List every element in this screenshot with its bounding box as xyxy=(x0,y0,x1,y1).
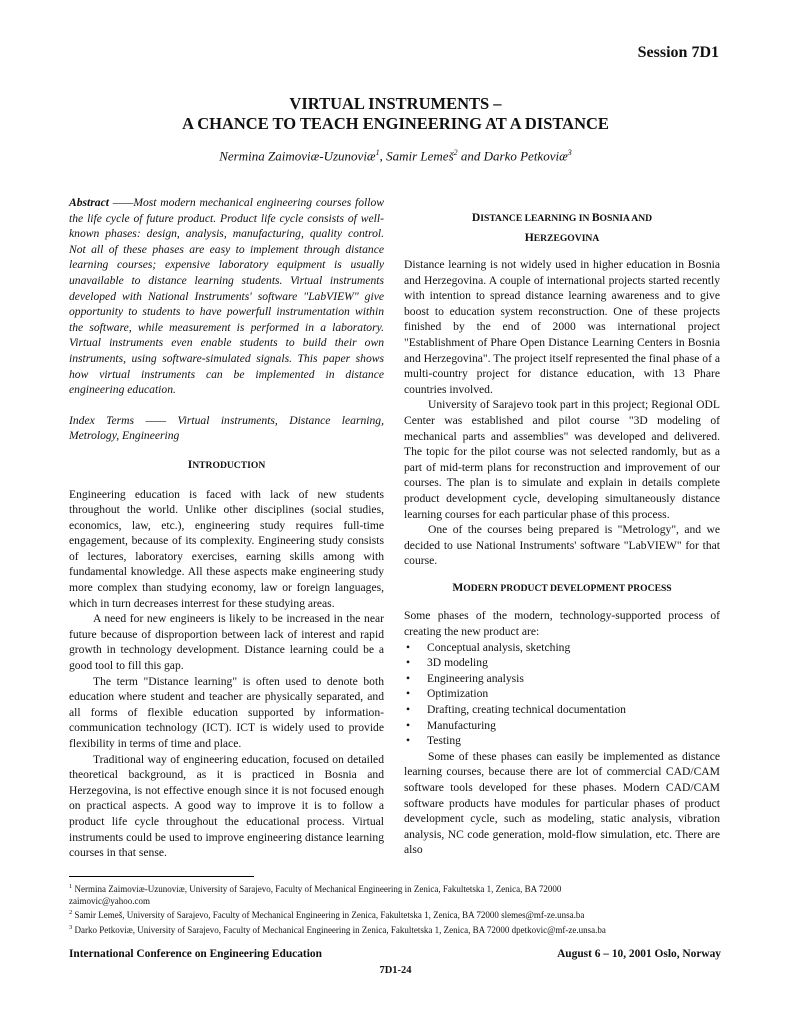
footnote-3 xyxy=(69,922,729,937)
paragraph: Some of these phases can easily be implemented as distance learning courses, because there are lot of commercial CAD/CAM software tools developed for these phases. Modern CAD/CAM software products have modules for particular phases of product development cycle, such as modeling, static analysis, vibration analysis, NC code generation, mold-flow simulation, etc. There are also xyxy=(404,749,720,857)
author-separator: , xyxy=(379,148,387,164)
abstract-label: Abstract xyxy=(69,196,109,209)
session-label: Session 7D1 xyxy=(637,44,719,61)
footnotes xyxy=(69,881,729,936)
author-list xyxy=(0,148,791,164)
abstract-text: ——Most modern mechanical engineering courses follow the life cycle of future product. Product life cycle consists of well-known phases: design, analysis, manufacturing, quality control. Not all of these phases are easy to implement through distance learning courses; expensive laboratory equipment is usually unavailable to distance learning students. Virtual instruments developed with National Instruments' software "LabVIEW" give opportunity to students to have powerfull instrumentation within the software, while measurement is performed in a laboratory. Virtual instruments even enable students to build their own instruments, using software-simulated signals. This paper shows how virtual instruments can be implemented in distance engineering education. xyxy=(69,196,384,397)
abstract xyxy=(69,195,384,398)
title-line-1: VIRTUAL INSTRUMENTS – xyxy=(289,94,502,113)
left-column xyxy=(69,195,384,861)
author-1: Nermina Zaimoviæ-Uzunoviæ xyxy=(219,148,376,164)
author-separator: and xyxy=(457,148,484,164)
heading-rest: ERZEGOVINA xyxy=(533,233,600,244)
paragraph: Engineering education is faced with lack of new students throughout the world. Unlike other disciplines (social studies, economics, law, etc.), engineering study requires full-time engagement, because of its complexity. Engineering study consists of lectures, laboratory exercises, earning skills among with fundamental knowledge. All these aspects make engineering study more complex than studying economy, law or foreign languages, which in turn decreases interrest for these studying areas. xyxy=(69,487,384,610)
footer-conference: International Conference on Engineering Education xyxy=(69,948,322,960)
phase-list xyxy=(404,640,720,749)
footnote-2 xyxy=(69,907,729,922)
heading-rest: ODERN PRODUCT DEVELOPMENT PROCESS xyxy=(463,582,672,594)
footnote-rule xyxy=(69,876,254,877)
paragraph: Traditional way of engineering education, focused on detailed theoretical background, as it is practiced in Bosnia and Herzegovina, is not effective enough since it is not focused enough on practical aspects. A good way to improve it is to follow a product life cycle throughout the educational process. Virtual instruments could be used to improve engineering distance learning courses in that sense. xyxy=(69,752,384,860)
author-3-mark: 3 xyxy=(567,148,572,157)
paragraph: Distance learning is not widely used in higher education in Bosnia and Herzegovina. A couple of international projects started recently with intention to spread distance learning awareness and to give boost to education system reconstruction. One of these projects finished by the end of 2000 was international project "Establishment of Phare Open Distance Learning Centers in Bosnia and Herzegovina". The project itself represented the final phase of a multi-country project for distance education, with 13 Phare countries involved. xyxy=(404,258,720,396)
heading-initial: D xyxy=(471,211,481,224)
heading-initial: H xyxy=(524,231,534,244)
footnote-mark: 1 xyxy=(69,883,73,890)
author-1-mark: 1 xyxy=(375,148,380,157)
paper-title xyxy=(0,94,791,134)
footnote-mark: 3 xyxy=(69,923,73,931)
heading-initial: B xyxy=(591,211,600,224)
footnote-text: Darko Petkoviæ, University of Sarajevo, Faculty of Mechanical Engineering in Zenica, Fakultetska 1, Zenica, BA 72000 dpetkovic@mf-ze.unsa.ba xyxy=(72,924,606,935)
list-item: • Drafting, creating technical documentation xyxy=(404,702,720,718)
author-3: Darko Petkoviæ xyxy=(483,148,568,164)
heading-rest: OSNIA AND xyxy=(599,213,653,224)
heading-rest: NTRODUCTION xyxy=(192,459,266,471)
paragraph: Some phases of the modern, technology-supported process of creating the new product are: xyxy=(404,609,720,639)
title-line-2: A CHANCE TO TEACH ENGINEERING AT A DISTANCE xyxy=(182,114,609,133)
page-number: 7D1-24 xyxy=(379,965,412,976)
list-item: • Testing xyxy=(404,733,720,749)
heading-initial: M xyxy=(452,580,464,594)
paragraph: A need for new engineers is likely to be increased in the near future because of disproportion between lack of interest and rapid growth in technology development. Distance learning could be a good tool to fill this gap. xyxy=(69,612,384,673)
paragraph: One of the courses being prepared is "Metrology", and we decided to use National Instruments' software "LabVIEW" for that course. xyxy=(404,523,720,568)
author-2-mark: 2 xyxy=(453,148,458,157)
footnote-1-email: zaimovic@yahoo.com xyxy=(69,895,151,906)
section-heading-introduction xyxy=(69,457,384,474)
heading-initial: I xyxy=(187,457,193,471)
section-heading-distance-learning xyxy=(404,208,720,248)
footnote-text: Samir Lemeš, University of Sarajevo, Faculty of Mechanical Engineering in Zenica, Fakultetska 1, Zenica, BA 72000 slemes@mf-ze.unsa.ba xyxy=(72,910,585,920)
section-heading-modern-product xyxy=(404,580,720,597)
footnote-1 xyxy=(69,881,729,896)
footer-date: August 6 – 10, 2001 Oslo, Norway xyxy=(557,948,721,960)
paragraph: University of Sarajevo took part in this project; Regional ODL Center was established and pilot course "3D modeling of mechanical parts and assemblies" was developed and delivered. The topic for the pilot course was not selected randomly, but as a part of mid-term plans for reconstruction and improvement of our courses. The plan is to simulate and explain in details complete product development cycle, developing simultaneously distance learning courses for each particular phase of this process. xyxy=(404,398,720,521)
list-item: • 3D modeling xyxy=(404,655,720,671)
heading-rest: ISTANCE LEARNING IN xyxy=(480,213,592,224)
list-item: • Engineering analysis xyxy=(404,671,720,687)
footnote-text: Nermina Zaimoviæ-Uzunoviæ, University of Sarajevo, Faculty of Mechanical Engineering in Zenica, Fakultetska 1, Zenica, BA 72000 xyxy=(72,884,562,894)
list-item: • Conceptual analysis, sketching xyxy=(404,640,720,656)
right-column xyxy=(404,208,720,858)
paragraph: The term "Distance learning" is often used to denote both education where student and teacher are physically separated, and all forms of flexible education supported by information-communication technology (ICT). ICT is widely used to provide flexibility in terms of time and place. xyxy=(69,674,384,750)
footnote-mark: 2 xyxy=(69,909,73,916)
list-item: • Manufacturing xyxy=(404,718,720,734)
index-terms: Index Terms —— Virtual instruments, Distance learning, Metrology, Engineering xyxy=(69,413,384,443)
list-item: • Optimization xyxy=(404,686,720,702)
author-2: Samir Lemeš xyxy=(386,148,454,164)
